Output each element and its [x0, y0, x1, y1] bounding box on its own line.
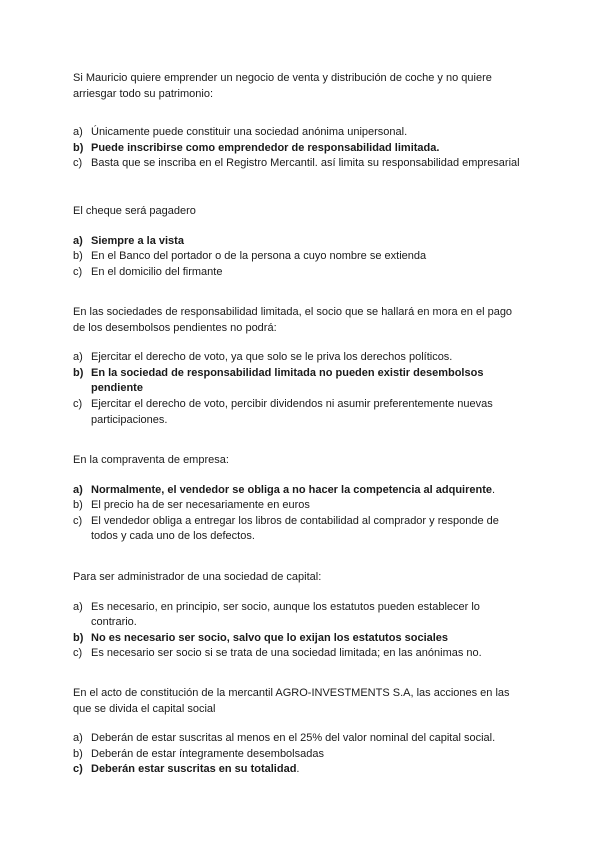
- question-2: [73, 204, 525, 280]
- question-5: [73, 570, 525, 662]
- option-c: [73, 397, 525, 428]
- option-text: Únicamente puede constituir una sociedad anónima unipersonal.: [91, 126, 408, 139]
- option-text: No es necesario ser socio, salvo que lo exijan los estatutos sociales: [91, 631, 449, 644]
- option-text-tail: .: [296, 763, 300, 776]
- option-letter: b): [73, 499, 83, 512]
- question-3: [73, 305, 525, 428]
- option-letter: b): [73, 747, 83, 760]
- option-a: [73, 125, 525, 141]
- option-b-correct: [73, 631, 525, 647]
- option-c-correct: [73, 762, 525, 778]
- option-text: Ejercitar el derecho de voto, percibir dividendos ni asumir preferentemente nuevas participaciones.: [91, 397, 493, 426]
- option-text: Normalmente, el vendedor se obliga a no hacer la competencia al adquirente: [91, 483, 493, 496]
- answer-options: [73, 350, 525, 428]
- option-letter: a): [73, 732, 83, 745]
- option-c: [73, 646, 525, 662]
- option-letter: a): [73, 351, 83, 364]
- option-a: [73, 600, 525, 631]
- option-letter: c): [73, 265, 83, 278]
- option-b-correct: [73, 366, 525, 397]
- option-letter: c): [73, 157, 83, 170]
- option-b: [73, 249, 525, 265]
- question-1: [73, 71, 525, 172]
- question-text: Si Mauricio quiere emprender un negocio de venta y distribución de coche y no quiere arriesgar todo su patrimonio:: [73, 72, 492, 100]
- option-letter: a): [73, 126, 83, 139]
- question-text: En la compraventa de empresa:: [73, 454, 229, 466]
- option-b: [73, 747, 525, 763]
- option-text: Deberán estar suscritas en su totalidad: [91, 763, 297, 776]
- option-text: Deberán de estar suscritas al menos en el 25% del valor nominal del capital social.: [91, 732, 496, 745]
- option-letter: c): [73, 647, 83, 660]
- option-text: En el Banco del portador o de la persona a cuyo nombre se extienda: [91, 250, 427, 263]
- option-text: Ejercitar el derecho de voto, ya que solo se le priva los derechos políticos.: [91, 351, 453, 364]
- option-letter: c): [73, 397, 83, 410]
- option-letter: a): [73, 483, 83, 496]
- option-a-correct: [73, 483, 525, 499]
- question-text: El cheque será pagadero: [73, 205, 196, 217]
- option-text: El vendedor obliga a entregar los libros de contabilidad al comprador y responde de todos y cada uno de los defectos.: [91, 514, 499, 543]
- option-text: Puede inscribirse como emprendedor de responsabilidad limitada.: [91, 141, 440, 154]
- option-text: Es necesario ser socio si se trata de una sociedad limitada; en las anónimas no.: [91, 647, 482, 660]
- option-text: Es necesario, en principio, ser socio, aunque los estatutos pueden establecer lo contrario.: [91, 600, 480, 629]
- question-text: Para ser administrador de una sociedad de capital:: [73, 571, 322, 583]
- option-text: En el domicilio del firmante: [91, 265, 223, 278]
- option-letter: a): [73, 600, 83, 613]
- question-text: En el acto de constitución de la mercantil AGRO-INVESTMENTS S.A, las acciones en las que se divida el capital social: [73, 687, 510, 715]
- option-c: [73, 156, 525, 172]
- answer-options: [73, 731, 525, 778]
- option-b: [73, 498, 525, 514]
- question-4: [73, 453, 525, 545]
- option-c: [73, 514, 525, 545]
- option-b-correct: [73, 141, 525, 157]
- option-letter: b): [73, 631, 84, 644]
- option-letter: c): [73, 514, 83, 527]
- answer-options: [73, 483, 525, 545]
- option-text: Deberán de estar íntegramente desembolsadas: [91, 747, 324, 760]
- answer-options: [73, 600, 525, 662]
- option-a-correct: [73, 234, 525, 250]
- option-letter: b): [73, 141, 84, 154]
- answer-options: [73, 234, 525, 281]
- option-text: El precio ha de ser necesariamente en euros: [91, 499, 310, 512]
- option-letter: b): [73, 250, 83, 263]
- option-c: [73, 265, 525, 281]
- option-a: [73, 731, 525, 747]
- option-letter: c): [73, 763, 83, 776]
- option-letter: a): [73, 234, 83, 247]
- answer-options: [73, 125, 525, 172]
- option-text: Basta que se inscriba en el Registro Mercantil. así limita su responsabilidad empresarial: [91, 157, 520, 170]
- option-text-tail: .: [492, 483, 496, 496]
- option-text: En la sociedad de responsabilidad limitada no pueden existir desembolsos pendiente: [91, 366, 484, 395]
- option-letter: b): [73, 366, 84, 379]
- option-text: Siempre a la vista: [91, 234, 184, 247]
- question-text: En las sociedades de responsabilidad limitada, el socio que se hallará en mora en el pago de los desembolsos pendientes no podrá:: [73, 306, 513, 334]
- option-a: [73, 350, 525, 366]
- question-6: [73, 686, 525, 778]
